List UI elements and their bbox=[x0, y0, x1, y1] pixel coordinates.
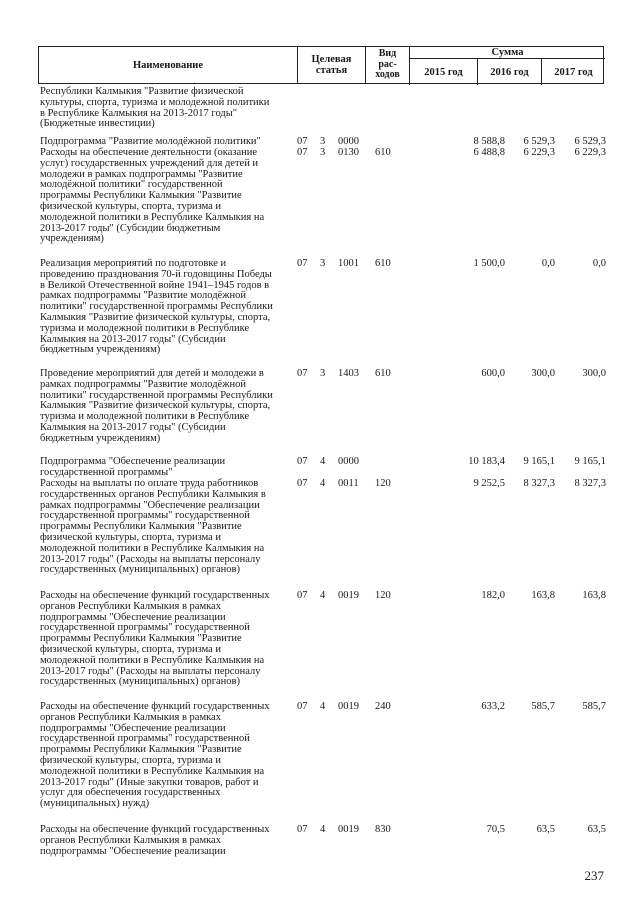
expense-type: 610 bbox=[375, 368, 391, 379]
target-article-part1: 07 bbox=[297, 701, 308, 712]
expense-type: 610 bbox=[375, 147, 391, 158]
target-article-part1: 07 bbox=[297, 368, 308, 379]
amount-2015: 600,0 bbox=[481, 368, 505, 379]
target-article-part1: 07 bbox=[297, 258, 308, 269]
target-article-part3: 0130 bbox=[338, 147, 359, 158]
target-article-part2: 4 bbox=[320, 478, 326, 489]
header-year-2015: 2015 год bbox=[409, 59, 477, 85]
amount-2016: 6 529,3 bbox=[523, 136, 555, 147]
target-article-part2: 3 bbox=[320, 136, 326, 147]
amount-2017: 6 529,3 bbox=[574, 136, 606, 147]
target-article-part2: 3 bbox=[320, 368, 326, 379]
row-name: Проведение мероприятий для детей и молодежи в рамках подпрограммы "Развитие молодёжной политики" государственной программы Республики Калмыкия "Развитие физической культуры, спорта, туризма и молодежной политики в Республике Калмыкия на 2013-2017 годы" (Субсидии бюджетным учреждениям) bbox=[40, 368, 273, 444]
amount-2015: 9 252,5 bbox=[473, 478, 505, 489]
amount-2017: 163,8 bbox=[582, 590, 606, 601]
target-article-part1: 07 bbox=[297, 456, 308, 467]
target-article-part3: 0000 bbox=[338, 456, 359, 467]
target-article-part2: 4 bbox=[320, 456, 326, 467]
target-article-part3: 1001 bbox=[338, 258, 359, 269]
row-name: Расходы на обеспечение деятельности (оказание услуг) государственных учреждений для детей и молодежи в рамках подпрограммы "Развитие молодёжной политики" государственной программы Республики Калмыкия "Развитие физической культуры, спорта, туризма и молодежной политики в Республике Калмыкия на 2013-2017 годы" (Субсидии бюджетным учреждениям) bbox=[40, 147, 265, 245]
target-article-part3: 0019 bbox=[338, 824, 359, 835]
row-name: Республики Калмыкия "Развитие физической культуры, спорта, туризма и молодежной политики в Республике Калмыкия на 2013-2017 годы" (Бюджетные инвестиции) bbox=[40, 86, 270, 130]
target-article-part2: 4 bbox=[320, 590, 326, 601]
target-article-part1: 07 bbox=[297, 824, 308, 835]
amount-2015: 633,2 bbox=[481, 701, 505, 712]
header-year-2017: 2017 год bbox=[541, 59, 605, 85]
table-header bbox=[38, 46, 604, 84]
expense-type: 120 bbox=[375, 478, 391, 489]
amount-2016: 9 165,1 bbox=[523, 456, 555, 467]
header-target-article: Целевая статья bbox=[297, 47, 365, 83]
row-name: Реализация мероприятий по подготовке и проведению празднования 70-й годовщины Победы в Великой Отечественной войне 1941–1945 годов в рамках подпрограммы "Развитие молодёжной политики" государственной программы Республики Калмыкия "Развитие физической культуры, спорта, туризма и молодежной политики в Республике Калмыкия на 2013-2017 годы" (Субсидии бюджетным учреждениям) bbox=[40, 258, 273, 356]
amount-2015: 10 183,4 bbox=[468, 456, 505, 467]
row-name: Подпрограмма "Обеспечение реализации государственной программы" bbox=[40, 456, 226, 478]
target-article-part2: 3 bbox=[320, 258, 326, 269]
amount-2015: 8 588,8 bbox=[473, 136, 505, 147]
target-article-part3: 0019 bbox=[338, 701, 359, 712]
amount-2015: 1 500,0 bbox=[473, 258, 505, 269]
target-article-part3: 0019 bbox=[338, 590, 359, 601]
target-article-part2: 4 bbox=[320, 701, 326, 712]
amount-2016: 585,7 bbox=[531, 701, 555, 712]
target-article-part2: 3 bbox=[320, 147, 326, 158]
row-name: Подпрограмма "Развитие молодёжной политики" bbox=[40, 136, 261, 147]
target-article-part1: 07 bbox=[297, 478, 308, 489]
row-name: Расходы на обеспечение функций государственных органов Республики Калмыкия в рамках подпрограммы "Обеспечение реализации государственной программы" государственной программы Республики Калмыкия "Развитие физической культуры, спорта, туризма и молодежной политики в Республике Калмыкия на 2013-2017 годы" (Расходы на выплаты персоналу государственных (муниципальных) органов) bbox=[40, 590, 270, 688]
amount-2016: 63,5 bbox=[536, 824, 555, 835]
expense-type: 830 bbox=[375, 824, 391, 835]
amount-2016: 8 327,3 bbox=[523, 478, 555, 489]
amount-2017: 8 327,3 bbox=[574, 478, 606, 489]
header-year-2016: 2016 год bbox=[477, 59, 541, 85]
header-name: Наименование bbox=[133, 59, 203, 71]
page-number: 237 bbox=[584, 868, 604, 883]
target-article-part3: 1403 bbox=[338, 368, 359, 379]
expense-type: 610 bbox=[375, 258, 391, 269]
amount-2015: 182,0 bbox=[481, 590, 505, 601]
amount-2015: 6 488,8 bbox=[473, 147, 505, 158]
header-sum: Сумма bbox=[409, 47, 605, 59]
amount-2016: 6 229,3 bbox=[523, 147, 555, 158]
target-article-part2: 4 bbox=[320, 824, 326, 835]
row-name: Расходы на обеспечение функций государственных органов Республики Калмыкия в рамках подпрограммы "Обеспечение реализации bbox=[40, 824, 270, 857]
amount-2017: 300,0 bbox=[582, 368, 606, 379]
target-article-part1: 07 bbox=[297, 147, 308, 158]
amount-2017: 6 229,3 bbox=[574, 147, 606, 158]
amount-2015: 70,5 bbox=[486, 824, 505, 835]
expense-type: 120 bbox=[375, 590, 391, 601]
target-article-part3: 0000 bbox=[338, 136, 359, 147]
amount-2017: 585,7 bbox=[582, 701, 606, 712]
amount-2017: 0,0 bbox=[592, 258, 606, 269]
target-article-part1: 07 bbox=[297, 136, 308, 147]
amount-2016: 163,8 bbox=[531, 590, 555, 601]
amount-2016: 0,0 bbox=[541, 258, 555, 269]
amount-2016: 300,0 bbox=[531, 368, 555, 379]
row-name: Расходы на обеспечение функций государственных органов Республики Калмыкия в рамках подпрограммы "Обеспечение реализации государственной программы" государственной программы Республики Калмыкия "Развитие физической культуры, спорта, туризма и молодежной политики в Республике Калмыкия на 2013-2017 годы" (Иные закупки товаров, работ и услуг для обеспечения государственных (муниципальных) нужд) bbox=[40, 701, 270, 810]
expense-type: 240 bbox=[375, 701, 391, 712]
header-expense-type: Вид рас- ходов bbox=[365, 47, 409, 83]
target-article-part3: 0011 bbox=[338, 478, 359, 489]
target-article-part1: 07 bbox=[297, 590, 308, 601]
amount-2017: 9 165,1 bbox=[574, 456, 606, 467]
amount-2017: 63,5 bbox=[587, 824, 606, 835]
row-name: Расходы на выплаты по оплате труда работников государственных органов Республики Калмыкия в рамках подпрограммы "Обеспечение реализации государственной программы" государственной программы Республики Калмыкия "Развитие физической культуры, спорта, туризма и молодежной политики в Республике Калмыкия на 2013-2017 годы" (Расходы на выплаты персоналу государственных (муниципальных) органов) bbox=[40, 478, 266, 576]
